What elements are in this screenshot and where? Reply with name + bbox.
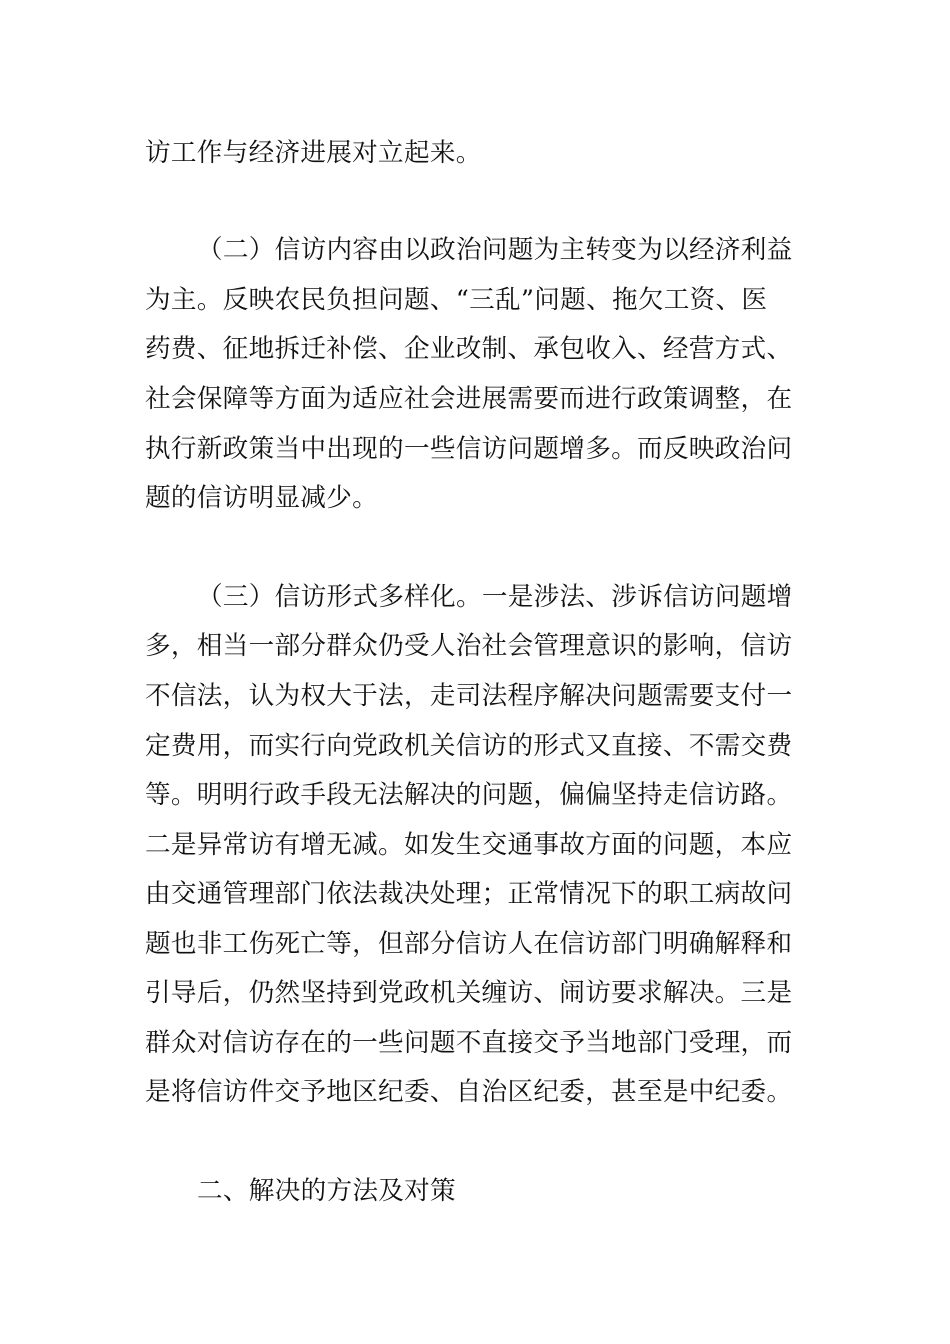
paragraph-2-line-1: （二）信访内容由以政治问题为主转变为以经济利益: [197, 235, 793, 265]
paragraph-3-line-9: 引导后，仍然坚持到党政机关缠访、闹访要求解决。三是: [145, 978, 793, 1008]
paragraph-3-line-2: 多，相当一部分群众仍受人治社会管理意识的影响，信访: [145, 631, 793, 661]
paragraph-3-line-8: 题也非工伤死亡等，但部分信访人在信访部门明确解释和: [145, 929, 793, 959]
paragraph-3-line-4: 定费用，而实行向党政机关信访的形式又直接、不需交费: [145, 731, 793, 761]
paragraph-3-line-5: 等。明明行政手段无法解决的问题，偏偏坚持走信访路。: [145, 780, 793, 810]
paragraph-3-line-1: （三）信访形式多样化。一是涉法、涉诉信访问题增: [197, 582, 793, 612]
paragraph-3-line-6: 二是异常访有增无减。如发生交通事故方面的问题，本应: [145, 830, 793, 860]
paragraph-3-line-3: 不信法，认为权大于法，走司法程序解决问题需要支付一: [145, 681, 793, 711]
section-heading: 二、解决的方法及对策: [197, 1176, 456, 1206]
paragraph-3-line-7: 由交通管理部门依法裁决处理；正常情况下的职工病故问: [145, 879, 793, 909]
paragraph-2-line-3: 药费、征地拆迁补偿、企业改制、承包收入、经营方式、: [145, 334, 793, 364]
paragraph-1-line-1: 访工作与经济进展对立起来。: [145, 138, 482, 168]
paragraph-2-line-6: 题的信访明显减少。: [145, 483, 379, 513]
paragraph-3-line-11: 是将信访件交予地区纪委、自治区纪委，甚至是中纪委。: [145, 1077, 793, 1107]
paragraph-2-line-5: 执行新政策当中出现的一些信访问题增多。而反映政治问: [145, 434, 793, 464]
paragraph-2-line-2: 为主。反映农民负担问题、“三乱”问题、拖欠工资、医: [145, 285, 768, 315]
paragraph-3-line-10: 群众对信访存在的一些问题不直接交予当地部门受理，而: [145, 1028, 793, 1058]
paragraph-2-line-4: 社会保障等方面为适应社会进展需要而进行政策调整，在: [145, 384, 793, 414]
